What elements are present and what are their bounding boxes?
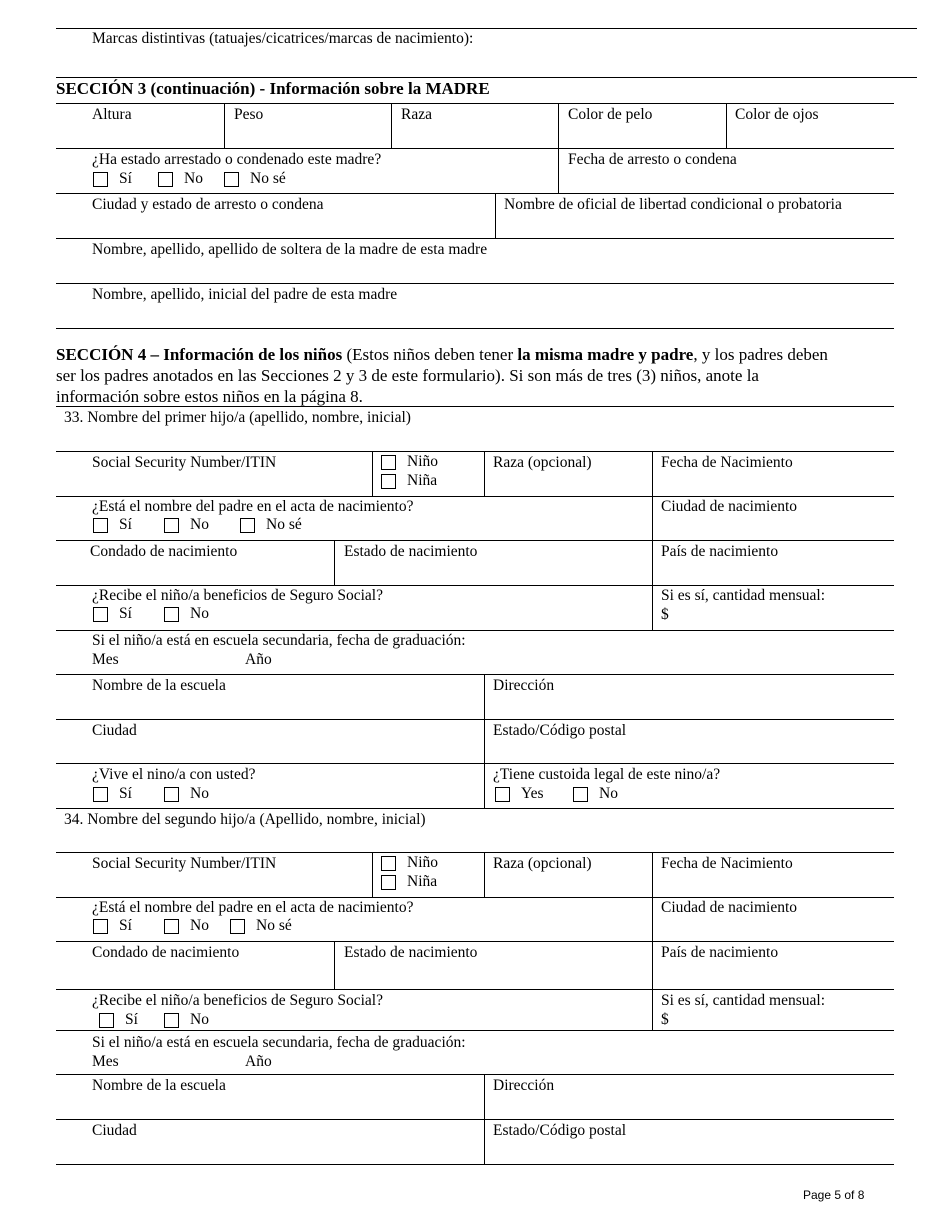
- arrested-no-checkbox[interactable]: [158, 172, 173, 187]
- section3-title: SECCIÓN 3 (continuación) - Información sobre la MADRE: [56, 79, 490, 98]
- child1-birth-country-field[interactable]: País de nacimiento: [661, 543, 779, 560]
- mothers-mother-field[interactable]: Nombre, apellido, apellido de soltera de la madre de esta madre: [92, 241, 488, 258]
- child2-father-no-checkbox[interactable]: [164, 919, 179, 934]
- rule: [56, 1119, 894, 1120]
- section4-intro-line2: ser los padres anotados en las Secciones 2 y 3 de este formulario). Si son más de tres (3) niños, anote la: [56, 366, 759, 385]
- child1-grad-month-field[interactable]: Mes: [92, 651, 119, 668]
- option-label: Sí: [119, 785, 132, 802]
- child2-girl-checkbox[interactable]: [381, 875, 396, 890]
- option-label: No: [190, 1011, 209, 1028]
- child1-ssn-field[interactable]: Social Security Number/ITIN: [92, 454, 277, 471]
- child2-school-state-zip-field[interactable]: Estado/Código postal: [493, 1122, 627, 1139]
- rule: [56, 193, 894, 194]
- rule: [56, 1164, 894, 1165]
- option-label: Yes: [521, 785, 544, 802]
- rule: [56, 103, 894, 104]
- option-label: Sí: [119, 170, 132, 187]
- child1-dob-field[interactable]: Fecha de Nacimiento: [661, 454, 793, 471]
- child1-grad-year-field[interactable]: Año: [245, 651, 272, 668]
- child1-custody-yes-checkbox[interactable]: [495, 787, 510, 802]
- child1-school-city-field[interactable]: Ciudad: [92, 722, 137, 739]
- child1-lives-no-checkbox[interactable]: [164, 787, 179, 802]
- race-field[interactable]: Raza: [401, 106, 432, 123]
- divider: [484, 674, 485, 808]
- child1-father-question: ¿Está el nombre del padre en el acta de nacimiento?: [92, 498, 414, 515]
- divider: [224, 103, 225, 148]
- child2-graduation-label: Si el niño/a está en escuela secundaria, fecha de graduación:: [92, 1034, 466, 1051]
- rule: [56, 585, 894, 586]
- child2-grad-year-field[interactable]: Año: [245, 1053, 272, 1070]
- rule: [56, 674, 894, 675]
- option-label: Sí: [119, 917, 132, 934]
- child1-school-address-field[interactable]: Dirección: [493, 677, 555, 694]
- divider: [372, 451, 373, 496]
- rule: [56, 941, 894, 942]
- child2-ssn-field[interactable]: Social Security Number/ITIN: [92, 855, 277, 872]
- child2-father-question: ¿Está el nombre del padre en el acta de nacimiento?: [92, 899, 414, 916]
- rule: [56, 630, 894, 631]
- option-label: No: [190, 917, 209, 934]
- rule: [56, 763, 894, 764]
- rule: [56, 989, 894, 990]
- rule: [56, 238, 894, 239]
- child1-school-name-field[interactable]: Nombre de la escuela: [92, 677, 226, 694]
- option-label: No sé: [266, 516, 302, 533]
- divider: [372, 852, 373, 897]
- rule: [56, 28, 917, 29]
- rule: [56, 77, 917, 78]
- divider: [495, 193, 496, 238]
- child1-benefits-no-checkbox[interactable]: [164, 607, 179, 622]
- arrest-city-field[interactable]: Ciudad y estado de arresto o condena: [92, 196, 324, 213]
- child1-custody-no-checkbox[interactable]: [573, 787, 588, 802]
- divider: [484, 451, 485, 496]
- intro-text: , y los padres deben: [693, 345, 828, 364]
- child1-name-field[interactable]: 33. Nombre del primer hijo/a (apellido, nombre, inicial): [64, 409, 411, 426]
- weight-field[interactable]: Peso: [234, 106, 264, 123]
- rule: [56, 451, 894, 452]
- option-label: Sí: [119, 605, 132, 622]
- child2-birth-city-field[interactable]: Ciudad de nacimiento: [661, 899, 798, 916]
- rule: [56, 328, 894, 329]
- child1-birth-city-field[interactable]: Ciudad de nacimiento: [661, 498, 798, 515]
- child1-school-state-zip-field[interactable]: Estado/Código postal: [493, 722, 627, 739]
- child2-benefits-no-checkbox[interactable]: [164, 1013, 179, 1028]
- option-label: Niño: [407, 453, 438, 470]
- divider: [726, 103, 727, 148]
- rule: [56, 852, 894, 853]
- child2-race-field[interactable]: Raza (opcional): [493, 855, 592, 872]
- child1-monthly-amount-field[interactable]: $: [661, 606, 669, 623]
- arrest-date-field[interactable]: Fecha de arresto o condena: [568, 151, 737, 168]
- distinguishing-marks-field[interactable]: Marcas distintivas (tatuajes/cicatrices/marcas de nacimiento):: [92, 30, 474, 47]
- child1-benefits-question: ¿Recibe el niño/a beneficios de Seguro Social?: [92, 587, 383, 604]
- mothers-father-field[interactable]: Nombre, apellido, inicial del padre de esta madre: [92, 286, 398, 303]
- child1-birth-state-field[interactable]: Estado de nacimiento: [344, 543, 478, 560]
- rule: [56, 406, 894, 407]
- child2-benefits-question: ¿Recibe el niño/a beneficios de Seguro Social?: [92, 992, 383, 1009]
- option-label: No: [190, 605, 209, 622]
- section4-intro-line3: información sobre estos niños en la página 8.: [56, 387, 363, 406]
- option-label: Sí: [119, 516, 132, 533]
- option-label: Niño: [407, 854, 438, 871]
- child1-girl-checkbox[interactable]: [381, 474, 396, 489]
- option-label: No sé: [256, 917, 292, 934]
- option-label: Sí: [125, 1011, 138, 1028]
- rule: [56, 283, 894, 284]
- child2-benefits-si-checkbox[interactable]: [99, 1013, 114, 1028]
- arrested-si-checkbox[interactable]: [93, 172, 108, 187]
- intro-emphasis: la misma madre y padre: [517, 345, 694, 364]
- divider: [334, 941, 335, 989]
- child1-father-nose-checkbox[interactable]: [240, 518, 255, 533]
- child2-father-nose-checkbox[interactable]: [230, 919, 245, 934]
- option-label: No sé: [250, 170, 286, 187]
- rule: [56, 897, 894, 898]
- child1-lives-with-question: ¿Vive el nino/a con usted?: [92, 766, 256, 783]
- option-label: No: [184, 170, 203, 187]
- divider: [484, 852, 485, 897]
- child1-graduation-label: Si el niño/a está en escuela secundaria, fecha de graduación:: [92, 632, 466, 649]
- page-number: Page 5 of 8: [803, 1188, 865, 1202]
- child1-birth-county-field[interactable]: Condado de nacimiento: [90, 543, 238, 560]
- child2-grad-month-field[interactable]: Mes: [92, 1053, 119, 1070]
- child2-monthly-amount-field[interactable]: $: [661, 1011, 669, 1028]
- intro-text: (Estos niños deben tener: [342, 345, 518, 364]
- rule: [56, 496, 894, 497]
- child2-school-name-field[interactable]: Nombre de la escuela: [92, 1077, 226, 1094]
- child1-monthly-amount-label: Si es sí, cantidad mensual:: [661, 587, 826, 604]
- parole-officer-field[interactable]: Nombre de oficial de libertad condicional o probatoria: [504, 196, 842, 213]
- option-label: No: [190, 516, 209, 533]
- child2-dob-field[interactable]: Fecha de Nacimiento: [661, 855, 793, 872]
- arrested-nose-checkbox[interactable]: [224, 172, 239, 187]
- child1-benefits-si-checkbox[interactable]: [93, 607, 108, 622]
- child1-father-no-checkbox[interactable]: [164, 518, 179, 533]
- height-field[interactable]: Altura: [92, 106, 132, 123]
- rule: [56, 148, 894, 149]
- child2-boy-checkbox[interactable]: [381, 856, 396, 871]
- child1-race-field[interactable]: Raza (opcional): [493, 454, 592, 471]
- arrested-question: ¿Ha estado arrestado o condenado este madre?: [92, 151, 382, 168]
- eye-color-field[interactable]: Color de ojos: [735, 106, 819, 123]
- rule: [56, 719, 894, 720]
- child2-school-city-field[interactable]: Ciudad: [92, 1122, 137, 1139]
- section4-title: SECCIÓN 4 – Información de los niños: [56, 345, 343, 364]
- child2-birth-state-field[interactable]: Estado de nacimiento: [344, 944, 478, 961]
- rule: [56, 808, 894, 809]
- section4-intro-line1: [56, 344, 828, 365]
- option-label: Niña: [407, 472, 438, 489]
- rule: [56, 1074, 894, 1075]
- child2-birth-county-field[interactable]: Condado de nacimiento: [92, 944, 240, 961]
- child1-custody-question: ¿Tiene custoida legal de este nino/a?: [493, 766, 721, 783]
- child2-monthly-amount-label: Si es sí, cantidad mensual:: [661, 992, 826, 1009]
- child2-name-field[interactable]: 34. Nombre del segundo hijo/a (Apellido, nombre, inicial): [64, 811, 426, 828]
- child1-boy-checkbox[interactable]: [381, 455, 396, 470]
- rule: [56, 1030, 894, 1031]
- option-label: No: [599, 785, 618, 802]
- child1-father-si-checkbox[interactable]: [93, 518, 108, 533]
- child2-birth-country-field[interactable]: País de nacimiento: [661, 944, 779, 961]
- rule: [56, 540, 894, 541]
- child2-father-si-checkbox[interactable]: [93, 919, 108, 934]
- divider: [334, 540, 335, 585]
- hair-color-field[interactable]: Color de pelo: [568, 106, 653, 123]
- option-label: No: [190, 785, 209, 802]
- child1-lives-si-checkbox[interactable]: [93, 787, 108, 802]
- divider: [391, 103, 392, 148]
- child2-school-address-field[interactable]: Dirección: [493, 1077, 555, 1094]
- option-label: Niña: [407, 873, 438, 890]
